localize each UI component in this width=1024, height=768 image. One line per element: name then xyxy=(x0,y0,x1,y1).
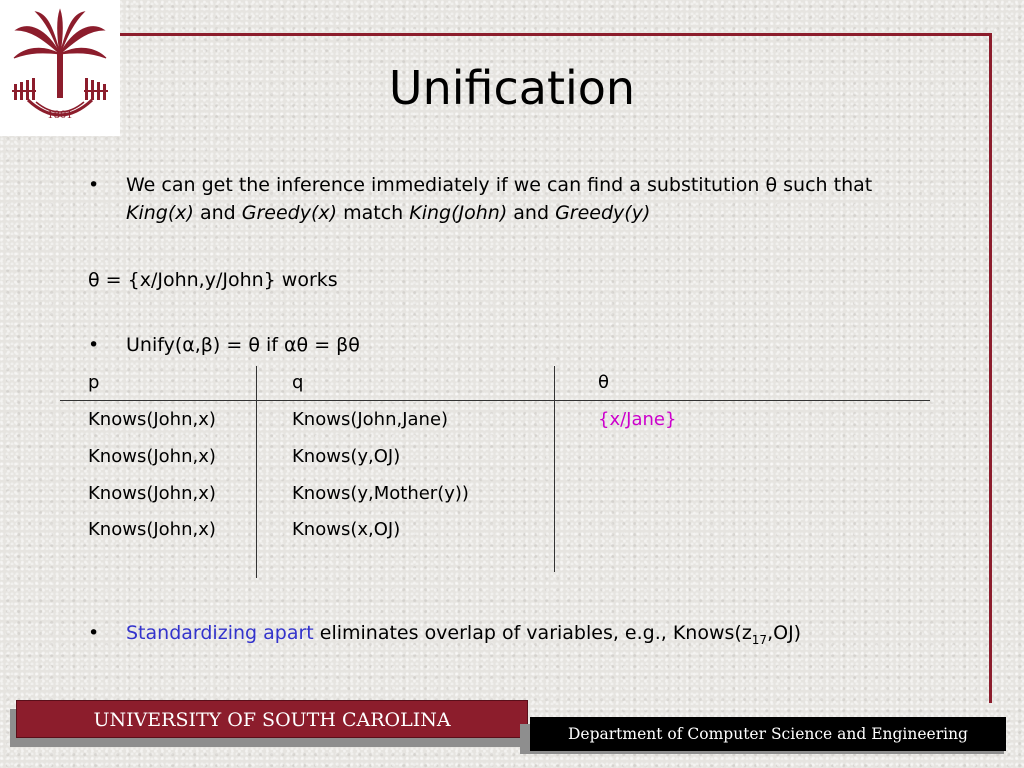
frame-right-line xyxy=(989,33,992,703)
table-cell-q: Knows(John,Jane) xyxy=(292,409,449,430)
bullet-unify-definition: Unify(α,β) = θ if αθ = βθ xyxy=(126,334,360,356)
term-king-john: King(John) xyxy=(409,202,508,224)
bullet-marker: • xyxy=(88,622,100,644)
table-cell-p: Knows(John,x) xyxy=(88,519,216,540)
table-cell-p: Knows(John,x) xyxy=(88,483,216,504)
standardizing-apart-suffix: ,OJ) xyxy=(767,622,802,644)
word-and: and xyxy=(199,202,236,224)
table-cell-q: Knows(x,OJ) xyxy=(292,519,401,540)
table-cell-p: Knows(John,x) xyxy=(88,409,216,430)
table-cell-q: Knows(y,Mother(y)) xyxy=(292,483,469,504)
table-header-divider xyxy=(60,400,930,401)
term-king-x: King(x) xyxy=(126,202,194,224)
bullet-marker: • xyxy=(88,334,100,356)
standardizing-apart-term: Standardizing apart xyxy=(126,622,314,644)
table-column-divider xyxy=(256,366,257,578)
bullet-inference xyxy=(126,171,956,227)
table-header-theta: θ xyxy=(598,372,610,393)
bullet-inference-text: We can get the inference immediately if we can find a substitution θ such that xyxy=(126,174,873,196)
table-cell-theta: {x/Jane} xyxy=(598,409,677,430)
theta-substitution-line: θ = {x/John,y/John} works xyxy=(88,269,338,291)
table-header-p: p xyxy=(88,372,100,393)
word-and: and xyxy=(513,202,550,224)
standardizing-apart-text: eliminates overlap of variables, e.g., Knows(z xyxy=(319,622,752,644)
footer-university-bar: UNIVERSITY OF SOUTH CAROLINA xyxy=(16,700,528,738)
subscript-17: 17 xyxy=(751,632,768,647)
footer-department-bar: Department of Computer Science and Engineering xyxy=(530,717,1006,751)
table-column-divider xyxy=(554,366,555,572)
slide-title: Unification xyxy=(388,61,636,115)
table-header-q: q xyxy=(292,372,304,393)
frame-top-line xyxy=(118,33,992,36)
logo-year: 1801 xyxy=(47,110,73,121)
bullet-standardizing-apart xyxy=(126,619,801,654)
word-match: match xyxy=(343,202,404,224)
term-greedy-y: Greedy(y) xyxy=(555,202,651,224)
bullet-marker: • xyxy=(88,174,100,196)
table-cell-p: Knows(John,x) xyxy=(88,446,216,467)
term-greedy-x: Greedy(x) xyxy=(241,202,338,224)
table-cell-q: Knows(y,OJ) xyxy=(292,446,401,467)
